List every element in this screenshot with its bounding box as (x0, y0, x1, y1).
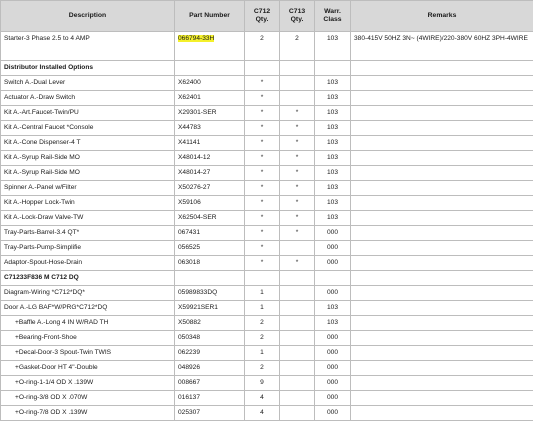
cell-remarks (351, 91, 533, 106)
cell-description: +O-ring-1-1/4 OD X .139W (1, 376, 175, 391)
cell-part-number: X59921SER1 (175, 301, 245, 316)
table-row (1, 256, 533, 271)
cell-c712-qty: * (245, 76, 280, 91)
cell-description: Diagram-Wiring *C712*DQ* (1, 286, 175, 301)
empty-cell (351, 271, 533, 286)
empty-cell (315, 61, 351, 76)
cell-c712-qty: 2 (245, 316, 280, 331)
cell-remarks (351, 166, 533, 181)
table-row (1, 331, 533, 346)
cell-remarks (351, 211, 533, 226)
cell-c713-qty (280, 361, 315, 376)
table-row (1, 91, 533, 106)
cell-part-number: 05989833DQ (175, 286, 245, 301)
table-row (1, 151, 533, 166)
cell-warr-class: 103 (315, 121, 351, 136)
cell-c712-qty: 4 (245, 391, 280, 406)
cell-warr-class: 103 (315, 76, 351, 91)
cell-warr-class: 103 (315, 316, 351, 331)
cell-warr-class: 000 (315, 226, 351, 241)
cell-c713-qty: * (280, 196, 315, 211)
cell-c712-qty: * (245, 211, 280, 226)
cell-warr-class: 000 (315, 256, 351, 271)
cell-c713-qty (280, 376, 315, 391)
cell-part-number: X50276-27 (175, 181, 245, 196)
cell-c712-qty: * (245, 106, 280, 121)
cell-c713-qty: * (280, 151, 315, 166)
cell-c713-qty: 2 (280, 32, 315, 61)
cell-warr-class: 000 (315, 376, 351, 391)
cell-part-number: X29301-SER (175, 106, 245, 121)
cell-warr-class: 103 (315, 181, 351, 196)
cell-c712-qty: * (245, 166, 280, 181)
cell-c713-qty: * (280, 226, 315, 241)
cell-part-number (175, 32, 245, 61)
cell-warr-class: 000 (315, 406, 351, 421)
cell-warr-class: 103 (315, 196, 351, 211)
cell-part-number: X41141 (175, 136, 245, 151)
cell-description: Actuator A.-Draw Switch (1, 91, 175, 106)
cell-c712-qty: * (245, 181, 280, 196)
table-row (1, 286, 533, 301)
header-remarks: Remarks (351, 1, 533, 32)
cell-description: Kit A.-Hopper Lock-Twin (1, 196, 175, 211)
cell-warr-class: 103 (315, 91, 351, 106)
cell-part-number: 063018 (175, 256, 245, 271)
cell-warr-class: 103 (315, 166, 351, 181)
cell-warr-class: 103 (315, 151, 351, 166)
cell-warr-class: 000 (315, 391, 351, 406)
table-row (1, 301, 533, 316)
cell-c712-qty: * (245, 241, 280, 256)
cell-remarks (351, 241, 533, 256)
cell-description: +Decal-Door-3 Spout-Twin TWIS (1, 346, 175, 361)
header-c712-qty: C712 Qty. (245, 1, 280, 32)
table-header-row (1, 1, 533, 32)
cell-warr-class: 103 (315, 301, 351, 316)
cell-part-number: 016137 (175, 391, 245, 406)
cell-part-number: X48014-12 (175, 151, 245, 166)
table-row (1, 196, 533, 211)
cell-c713-qty: * (280, 181, 315, 196)
cell-remarks (351, 286, 533, 301)
cell-description: Starter-3 Phase 2.5 to 4 AMP (1, 32, 175, 61)
section-title: Distributor Installed Options (1, 61, 175, 76)
cell-part-number: 008667 (175, 376, 245, 391)
cell-c713-qty (280, 301, 315, 316)
cell-c713-qty (280, 406, 315, 421)
cell-part-number: X48014-27 (175, 166, 245, 181)
table-row (1, 76, 533, 91)
cell-part-number: X62401 (175, 91, 245, 106)
cell-remarks (351, 316, 533, 331)
cell-remarks (351, 226, 533, 241)
cell-part-number: X62504-SER (175, 211, 245, 226)
cell-part-number: 067431 (175, 226, 245, 241)
cell-description: +O-ring-7/8 OD X .139W (1, 406, 175, 421)
cell-remarks (351, 406, 533, 421)
cell-c712-qty: 2 (245, 361, 280, 376)
cell-remarks (351, 136, 533, 151)
table-row (1, 106, 533, 121)
cell-c713-qty (280, 391, 315, 406)
table-row (1, 361, 533, 376)
cell-c713-qty (280, 91, 315, 106)
cell-c713-qty (280, 76, 315, 91)
cell-description: +Gasket-Door HT 4"-Double (1, 361, 175, 376)
cell-c712-qty: 4 (245, 406, 280, 421)
cell-c713-qty: * (280, 106, 315, 121)
cell-part-number: X50882 (175, 316, 245, 331)
cell-part-number: X44783 (175, 121, 245, 136)
cell-c713-qty (280, 286, 315, 301)
cell-part-number: X62400 (175, 76, 245, 91)
header-warr-class: Warr. Class (315, 1, 351, 32)
cell-c713-qty: * (280, 121, 315, 136)
cell-warr-class: 000 (315, 361, 351, 376)
cell-c713-qty: * (280, 166, 315, 181)
cell-remarks (351, 151, 533, 166)
cell-description: Kit A.-Cone Dispenser-4 T (1, 136, 175, 151)
table-row (1, 406, 533, 421)
section-row (1, 271, 533, 286)
empty-cell (245, 271, 280, 286)
empty-cell (175, 271, 245, 286)
empty-cell (245, 61, 280, 76)
table-row (1, 316, 533, 331)
cell-part-number: 050348 (175, 331, 245, 346)
table-row (1, 136, 533, 151)
cell-remarks (351, 331, 533, 346)
table-row (1, 166, 533, 181)
empty-cell (315, 271, 351, 286)
table-row (1, 241, 533, 256)
cell-remarks (351, 361, 533, 376)
empty-cell (351, 61, 533, 76)
cell-c713-qty: * (280, 136, 315, 151)
cell-remarks (351, 391, 533, 406)
cell-remarks (351, 106, 533, 121)
cell-c712-qty: * (245, 196, 280, 211)
cell-warr-class: 103 (315, 32, 351, 61)
section-row (1, 61, 533, 76)
table-row (1, 346, 533, 361)
cell-c712-qty: 1 (245, 301, 280, 316)
cell-description: +O-ring-3/8 OD X .070W (1, 391, 175, 406)
cell-remarks (351, 76, 533, 91)
cell-description: Kit A.-Syrup Rail-Side MO (1, 151, 175, 166)
cell-c712-qty: 9 (245, 376, 280, 391)
cell-c713-qty (280, 316, 315, 331)
cell-warr-class: 103 (315, 136, 351, 151)
cell-c712-qty: * (245, 151, 280, 166)
cell-description: Adaptor-Spout-Hose-Drain (1, 256, 175, 271)
cell-remarks (351, 121, 533, 136)
cell-description: Switch A.-Dual Lever (1, 76, 175, 91)
cell-part-number: 025307 (175, 406, 245, 421)
cell-part-number: 062239 (175, 346, 245, 361)
cell-part-number: 048926 (175, 361, 245, 376)
table-row (1, 121, 533, 136)
cell-description: Tray-Parts-Pump-Simplifie (1, 241, 175, 256)
cell-c712-qty: 1 (245, 346, 280, 361)
cell-warr-class: 000 (315, 286, 351, 301)
highlighted-part-number: 066794-33H (178, 35, 215, 42)
cell-c712-qty: 2 (245, 32, 280, 61)
cell-remarks (351, 196, 533, 211)
cell-remarks (351, 301, 533, 316)
header-description: Description (1, 1, 175, 32)
cell-part-number: X59106 (175, 196, 245, 211)
cell-c713-qty: * (280, 256, 315, 271)
cell-warr-class: 103 (315, 211, 351, 226)
cell-remarks (351, 256, 533, 271)
table-row (1, 391, 533, 406)
section-title: C71233F836 M C712 DQ (1, 271, 175, 286)
empty-cell (175, 61, 245, 76)
cell-description: Kit A.-Lock-Draw Valve-TW (1, 211, 175, 226)
table-row (1, 226, 533, 241)
cell-description: Tray-Parts-Barrel-3.4 QT* (1, 226, 175, 241)
cell-warr-class: 000 (315, 346, 351, 361)
cell-c712-qty: * (245, 226, 280, 241)
cell-c713-qty: * (280, 211, 315, 226)
header-part-number: Part Number (175, 1, 245, 32)
cell-warr-class: 000 (315, 331, 351, 346)
cell-c713-qty (280, 331, 315, 346)
cell-c712-qty: 2 (245, 331, 280, 346)
empty-cell (280, 271, 315, 286)
table-row (1, 376, 533, 391)
empty-cell (280, 61, 315, 76)
cell-remarks: 380-415V 50HZ 3N~ (4WIRE)/220-380V 60HZ 3PH-4WIRE (351, 32, 533, 61)
cell-c712-qty: * (245, 121, 280, 136)
cell-warr-class: 000 (315, 241, 351, 256)
cell-description: Kit A.-Syrup Rail-Side MO (1, 166, 175, 181)
cell-remarks (351, 376, 533, 391)
cell-c712-qty: * (245, 136, 280, 151)
cell-warr-class: 103 (315, 106, 351, 121)
cell-c712-qty: * (245, 91, 280, 106)
cell-remarks (351, 181, 533, 196)
cell-description: Spinner A.-Panel w/Filter (1, 181, 175, 196)
cell-description: Door A.-LG BAF*W/PRG*C712*DQ (1, 301, 175, 316)
cell-c712-qty: 1 (245, 286, 280, 301)
cell-description: +Baffle A.-Long 4 IN W/RAD TH (1, 316, 175, 331)
table-row (1, 181, 533, 196)
cell-part-number: 056525 (175, 241, 245, 256)
table-row (1, 32, 533, 61)
cell-remarks (351, 346, 533, 361)
cell-description: +Bearing-Front-Shoe (1, 331, 175, 346)
table-row (1, 211, 533, 226)
cell-c713-qty (280, 241, 315, 256)
header-c713-qty: C713 Qty. (280, 1, 315, 32)
cell-description: Kit A.-Central Faucet *Console (1, 121, 175, 136)
cell-description: Kit A.-Art.Faucet-Twin/PU (1, 106, 175, 121)
cell-c713-qty (280, 346, 315, 361)
cell-c712-qty: * (245, 256, 280, 271)
